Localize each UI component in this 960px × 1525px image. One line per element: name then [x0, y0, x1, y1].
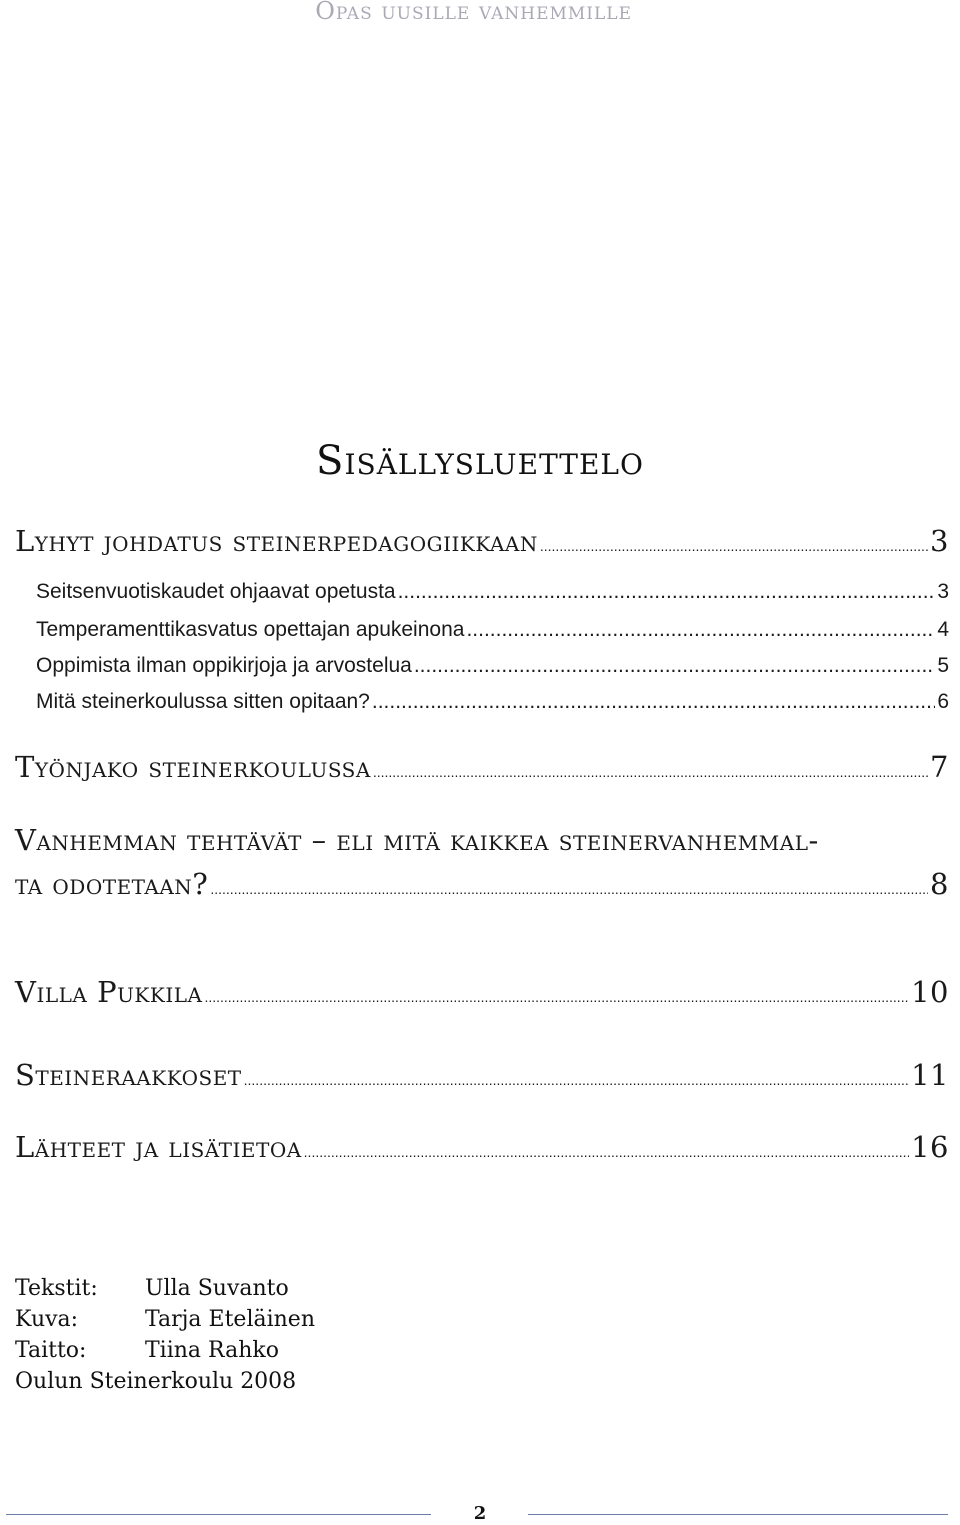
credits-publisher: Oulun Steinerkoulu 2008 — [15, 1369, 297, 1394]
toc-leader-dots — [398, 580, 936, 604]
toc-entry-page: 10 — [911, 975, 949, 1009]
toc-entry[interactable] — [15, 975, 949, 1009]
toc-entry[interactable] — [15, 818, 949, 911]
credits-value: Tarja Eteläinen — [145, 1307, 315, 1332]
credits-label: Taitto: — [15, 1338, 87, 1363]
toc-leader-dots — [304, 1144, 909, 1160]
toc-entry-label: Villa Pukkila — [15, 975, 203, 1009]
credits-row-layout — [15, 1335, 315, 1366]
running-header: Opas uusille vanhemmille — [315, 0, 632, 25]
toc-entry-page: 3 — [937, 580, 949, 603]
page-number: 2 — [473, 1503, 487, 1524]
toc-entry-label: Vanhemman tehtävät – eli mitä kaikkea steinervanhemmal- — [15, 823, 819, 857]
toc-entry-label: Lähteet ja lisätietoa — [15, 1130, 302, 1164]
toc-leader-dots — [373, 764, 928, 780]
toc-entry-page: 3 — [930, 524, 949, 558]
toc-leader-dots — [414, 654, 935, 678]
credits-label: Kuva: — [15, 1307, 79, 1332]
toc-entry-page: 7 — [930, 750, 949, 784]
toc-entry[interactable] — [36, 618, 949, 642]
credits-label: Tekstit: — [15, 1276, 98, 1301]
credits-row-image — [15, 1304, 315, 1335]
page-title: Sisällysluettelo — [316, 438, 644, 484]
toc-entry[interactable] — [15, 750, 949, 784]
toc-entry-label: Temperamenttikasvatus opettajan apukeinona — [36, 618, 465, 641]
toc-leader-dots — [210, 867, 928, 911]
toc-entry[interactable] — [15, 1058, 949, 1092]
toc-entry-page: 4 — [937, 618, 949, 641]
toc-entry[interactable] — [15, 524, 949, 558]
toc-entry[interactable] — [36, 654, 949, 678]
toc-entry-label: Oppimista ilman oppikirjoja ja arvostelua — [36, 654, 412, 677]
toc-entry-label: Seitsenvuotiskaudet ohjaavat opetusta — [36, 580, 396, 603]
credits-value: Ulla Suvanto — [145, 1276, 289, 1301]
toc-entry-page: 11 — [911, 1058, 949, 1092]
toc-entry[interactable] — [36, 580, 949, 604]
credits — [15, 1273, 315, 1397]
toc-entry-label: Mitä steinerkoulussa sitten opitaan? — [36, 690, 370, 713]
toc-entry-label: Lyhyt johdatus steinerpedagogiikkaan — [15, 524, 538, 558]
toc-entry[interactable] — [36, 690, 949, 714]
toc-entry-page: 6 — [937, 690, 949, 713]
toc-entry-page: 5 — [937, 654, 949, 677]
toc-leader-dots — [466, 618, 935, 642]
credits-value: Tiina Rahko — [145, 1338, 279, 1363]
toc-leader-dots — [244, 1072, 909, 1088]
credits-row-text — [15, 1273, 315, 1304]
toc-entry-page: 8 — [930, 867, 949, 901]
toc-leader-dots — [540, 538, 928, 554]
toc-entry[interactable] — [15, 1130, 949, 1164]
toc-entry-label: Steineraakkoset — [15, 1058, 242, 1092]
toc-leader-dots — [372, 690, 935, 714]
toc-leader-dots — [204, 989, 909, 1005]
toc-entry-label-continued: ta odotetaan? — [15, 867, 209, 901]
toc-entry-label: Työnjako steinerkoulussa — [15, 750, 371, 784]
toc-entry-page: 16 — [911, 1130, 949, 1164]
